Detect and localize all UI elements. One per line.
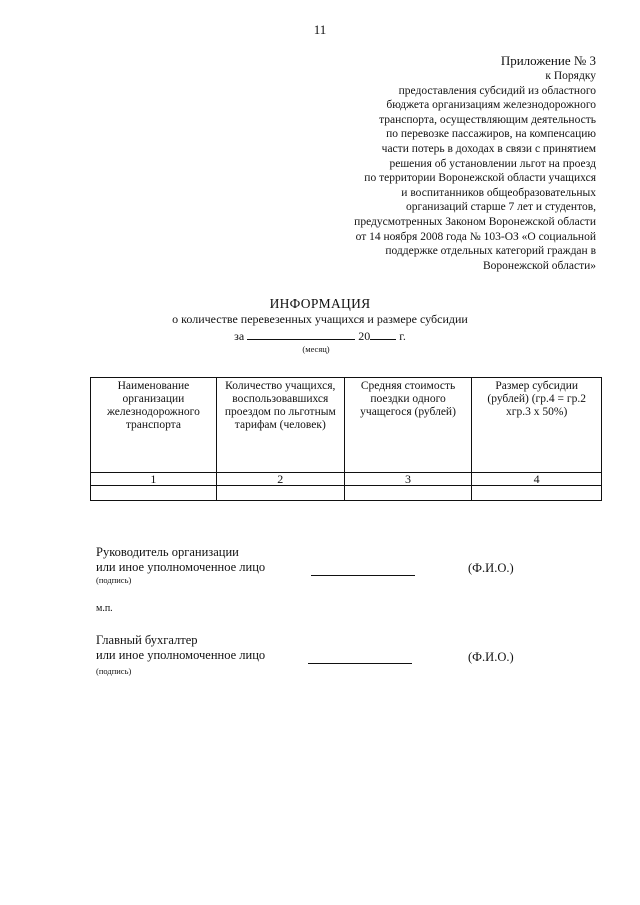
stamp-place: м.п. <box>96 603 113 614</box>
appendix-line: поддержке отдельных категорий граждан в <box>385 245 596 258</box>
appendix-line: бюджета организациям железнодорожного <box>386 99 596 112</box>
year-blank-field[interactable] <box>370 328 396 340</box>
head-label-line2: или иное уполномоченное лицо <box>96 560 266 574</box>
appendix-line: к Порядку <box>545 70 596 82</box>
appendix-line: от 14 ноября 2008 года № 103-ОЗ «О социальной <box>355 230 596 243</box>
year-suffix: г. <box>399 329 406 343</box>
appendix-line: транспорта, осуществляющим деятельность <box>379 113 596 126</box>
table-cell[interactable] <box>344 486 472 501</box>
appendix-line: предусмотренных Законом Воронежской области <box>354 215 596 228</box>
accountant-signature-line[interactable] <box>308 663 412 664</box>
title-block <box>0 296 640 354</box>
month-note: (месяц) <box>302 344 330 354</box>
table-cell[interactable] <box>91 486 217 501</box>
appendix-line: предоставления субсидий из областного <box>398 84 596 97</box>
head-signature-label <box>96 545 265 575</box>
document-subtitle: о количестве перевезенных учащихся и размере субсидии <box>172 312 468 326</box>
accountant-label-line1: Главный бухгалтер <box>96 633 198 647</box>
appendix-line: по перевозке пассажиров, на компенсацию <box>386 128 596 141</box>
subsidy-table <box>90 377 602 501</box>
appendix-line: и воспитанников общеобразовательных <box>401 186 596 199</box>
accountant-label-line2: или иное уполномоченное лицо <box>96 648 266 662</box>
table-row <box>91 486 602 501</box>
appendix-line: Приложение № 3 <box>500 53 596 68</box>
period-prefix: за <box>234 329 245 343</box>
period-line <box>0 328 640 344</box>
accountant-signature-label <box>96 633 265 663</box>
column-number-cell: 4 <box>472 473 602 486</box>
appendix-line: организаций старше 7 лет и студентов, <box>405 201 596 214</box>
accountant-fio: (Ф.И.О.) <box>468 650 514 664</box>
column-number-cell: 1 <box>91 473 217 486</box>
document-title: ИНФОРМАЦИЯ <box>269 296 371 311</box>
column-number-cell: 2 <box>216 473 344 486</box>
appendix-header <box>266 52 596 273</box>
page-number: 11 <box>313 22 327 37</box>
table-header-row <box>91 378 602 473</box>
table-header-cell: Наименование организации железнодорожного транспорта <box>91 378 217 473</box>
head-label-line1: Руководитель организации <box>96 545 239 559</box>
head-signature-note: (подпись) <box>96 575 132 585</box>
year-prefix: 20 <box>358 329 371 343</box>
column-number-row <box>91 473 602 486</box>
appendix-line: по территории Воронежской области учащихся <box>364 172 596 185</box>
head-fio: (Ф.И.О.) <box>468 561 514 575</box>
table-header-cell: Количество учащихся, воспользовавшихся проездом по льготным тарифам (человек) <box>216 378 344 473</box>
month-blank-field[interactable] <box>247 328 355 340</box>
table-header-cell: Размер субсидии (рублей) (гр.4 = гр.2 хгр.3 х 50%) <box>472 378 602 473</box>
table-cell[interactable] <box>216 486 344 501</box>
table-header-cell: Средняя стоимость поездки одного учащегося (рублей) <box>344 378 472 473</box>
column-number-cell: 3 <box>344 473 472 486</box>
accountant-signature-note: (подпись) <box>96 666 132 676</box>
appendix-line: части потерь в доходах в связи с принятием <box>381 142 596 155</box>
table-cell[interactable] <box>472 486 602 501</box>
appendix-line: решения об установлении льгот на проезд <box>389 157 596 170</box>
head-signature-line[interactable] <box>311 575 415 576</box>
appendix-line: Воронежской области» <box>483 259 596 272</box>
